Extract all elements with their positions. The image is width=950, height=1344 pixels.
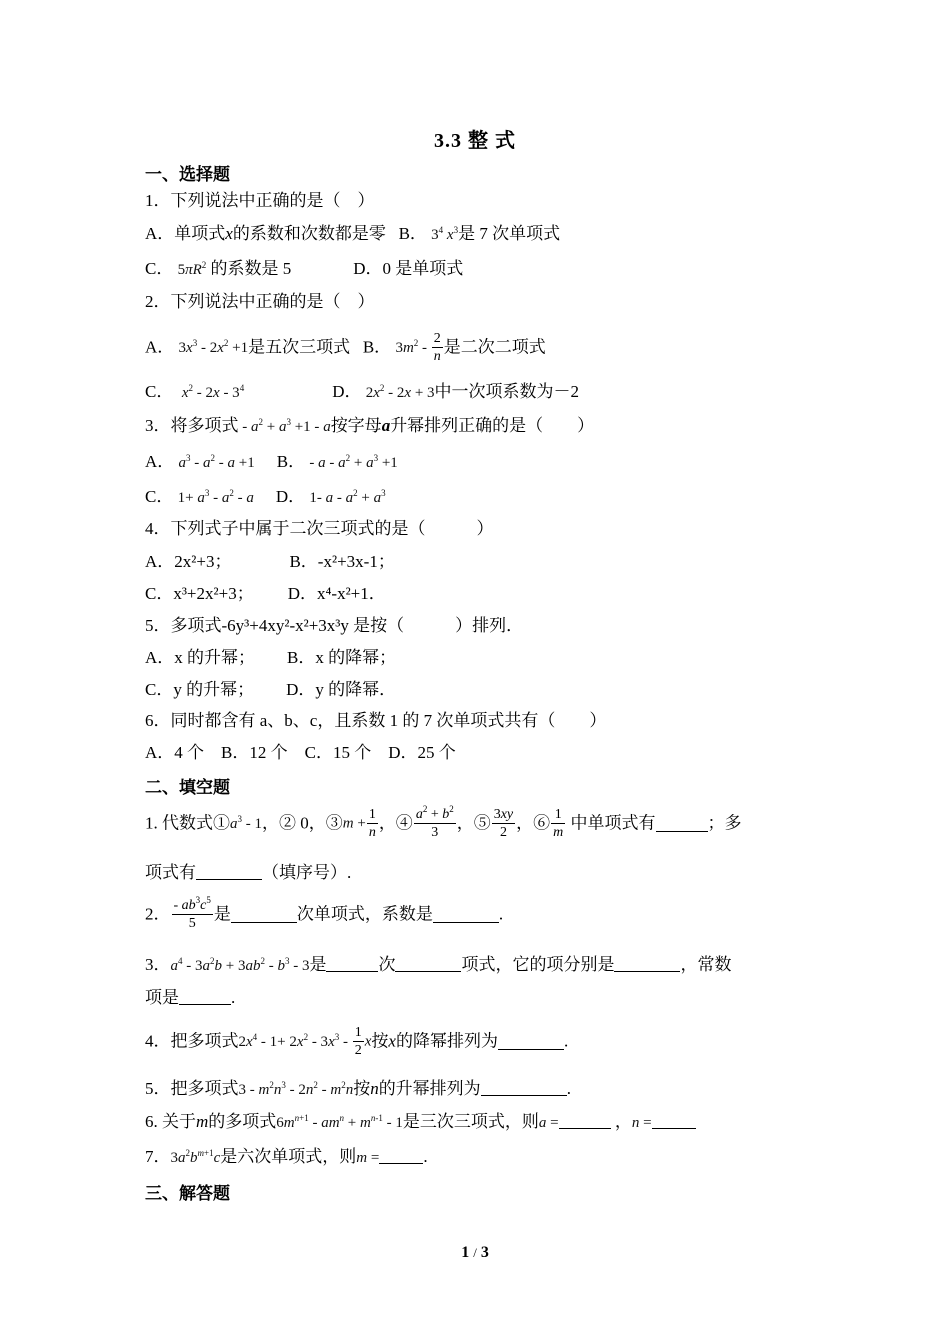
q5-options-cd: C．y 的升幂； D．y 的降幂． <box>145 680 397 699</box>
formula: $3m^2$ - <box>395 337 431 356</box>
formula: $2x^2 - 2x + 3$ <box>365 383 435 401</box>
formula: $x^2 - 2x - 3^4$ <box>181 383 245 401</box>
page-title: 3.3 整 式 <box>434 130 516 152</box>
answer-blank[interactable] <box>498 1033 564 1050</box>
fill-question-7: 7．$3a^2b^{m+1}c$是六次单项式，则m = . <box>145 1147 428 1166</box>
formula: $3x^3 - 2x^2 +1$ <box>178 337 249 356</box>
formula: 1- $a - a^2 + a^3$ <box>309 488 386 506</box>
answer-blank[interactable] <box>326 955 378 972</box>
answer-blank[interactable] <box>614 955 680 972</box>
fill-question-1: 1. 代数式$①a^3 - 1$，② 0，③m + $\frac{1}{n}$ ，④ $\frac{a^2 + b^2}{3}$ ，⑤ $\frac{3xy}{2}$ ，⑥ $\frac{1}{m}$ 中单项式有 ；多 <box>145 804 742 840</box>
answer-blank[interactable] <box>395 955 461 972</box>
formula: - $a - a^2 + a^3 +1$ <box>309 453 398 471</box>
formula: n = <box>631 1115 652 1131</box>
answer-blank[interactable] <box>652 1112 696 1129</box>
formula: m = <box>356 1150 380 1166</box>
formula: m + <box>342 815 366 832</box>
question-3: 3．将多项式 - $a^2 + a^3 +1 - a$按字母a升幂排列正确的是（ ） <box>145 416 595 435</box>
fraction: $\frac{1}{m}$ <box>553 807 564 840</box>
answer-blank[interactable] <box>559 1112 611 1129</box>
q4-options-ab: A．2x²+3； B．-x²+3x-1； <box>145 552 395 571</box>
fraction: $\frac{1}{2}$ <box>354 1025 362 1058</box>
formula: $5\pi R^2$ <box>177 260 207 278</box>
fill-question-6: 6. 关于m的多项式$6m^{n+1} - am^n + m^{n-1} - 1$是三次三项式，则a = ，n = <box>145 1111 696 1134</box>
question-5: 5．多项式-6y³+4xy²-x²+3x³y 是按（ ）排列． <box>145 616 524 635</box>
formula: $3 - m^2n^3 - 2n^2 - m^2n$ <box>238 1080 354 1098</box>
question-4: 4．下列式子中属于二次三项式的是（ ） <box>145 519 494 538</box>
formula: $a^3 - 1$ <box>230 813 262 832</box>
formula: $a^4 - 3a^2b + 3ab^2 - b^3 - 3$ <box>170 956 310 974</box>
formula: $6m^{n+1} - am^n + m^{n-1} - 1$ <box>276 1113 403 1131</box>
fill-question-2: 2． $\frac{- ab^3c^5}{5}$ 是 次单项式，系数是 . <box>145 895 504 931</box>
fill-question-4: 4．把多项式$2x^4 - 1+ 2x^2 - 3x^3$ - $\frac{1}{2}$ x按x的降幂排列为 . <box>145 1025 569 1058</box>
fill-question-3: 3．$a^4 - 3a^2b + 3ab^2 - b^3 - 3$是 次 项式，它的项分别是 ，常数 <box>145 955 732 974</box>
formula: $2x^4 - 1+ 2x^2 - 3x^3$ - <box>238 1031 352 1050</box>
fill-question-1-line2: 项式有 （填序号）. <box>145 863 352 882</box>
q3-options-cd: C． $1+ a^3 - a^2 - a$ D． 1- $a - a^2 + a^3$ <box>145 487 386 506</box>
fraction: $\frac{3xy}{2}$ <box>493 807 514 840</box>
answer-blank[interactable] <box>231 906 297 923</box>
formula: x <box>364 1033 372 1050</box>
q5-options-ab: A．x 的升幂； B．x 的降幂； <box>145 648 397 667</box>
answer-blank[interactable] <box>379 1147 423 1164</box>
answer-blank[interactable] <box>481 1079 567 1096</box>
fraction: $\frac{2}{n}$ <box>433 331 441 364</box>
question-2: 2．下列说法中正确的是（ ） <box>145 292 375 311</box>
q2-options-ab: A． $3x^3 - 2x^2 +1$是五次三项式 B． $3m^2$ - $\frac{2}{n}$ 是二次二项式 <box>145 331 546 364</box>
formula: a = <box>538 1115 559 1131</box>
answer-blank[interactable] <box>179 988 231 1005</box>
formula: $3^4$ $x^3$ <box>431 225 459 243</box>
fraction: $\frac{1}{n}$ <box>368 807 376 840</box>
q1-options-ab: A．单项式x的系数和次数都是零 B． $3^4$ $x^3$是 7 次单项式 <box>145 224 561 243</box>
fill-question-5: 5．把多项式$3 - m^2n^3 - 2n^2 - m^2n$按n的升幂排列为 . <box>145 1079 571 1098</box>
q1-options-cd: C． $5\pi R^2$ 的系数是 5 D．0 是单项式 <box>145 259 464 278</box>
q3-options-ab: A． $a^3 - a^2 - a +1$ B． - $a - a^2 + a^3 +1$ <box>145 452 398 471</box>
question-6: 6．同时都含有 a、b、c，且系数 1 的 7 次单项式共有（ ） <box>145 711 607 730</box>
formula: $3a^2b^{m+1}c$ <box>170 1148 221 1166</box>
fill-question-3-line2: 项是 . <box>145 988 236 1007</box>
section-heading-choice: 一、选择题 <box>145 165 230 184</box>
formula: $1+ a^3 - a^2 - a$ <box>177 488 254 506</box>
q6-options: A．4 个 B．12 个 C．15 个 D．25 个 <box>145 743 456 762</box>
formula: - $a^2 + a^3 +1 - a$ <box>238 417 331 435</box>
section-heading-fill: 二、填空题 <box>145 778 230 797</box>
section-heading-answer: 三、解答题 <box>145 1184 230 1203</box>
fraction: $\frac{a^2 + b^2}{3}$ <box>415 804 454 840</box>
page-number: 1 / 3 <box>461 1244 489 1261</box>
answer-blank[interactable] <box>656 815 708 832</box>
question-1: 1．下列说法中正确的是（ ） <box>145 191 375 210</box>
q4-options-cd: C．x³+2x²+3； D．x⁴-x²+1． <box>145 584 386 603</box>
answer-blank[interactable] <box>433 906 499 923</box>
formula: $a^3 - a^2 - a +1$ <box>178 453 255 471</box>
fraction: $\frac{- ab^3c^5}{5}$ <box>173 895 211 931</box>
answer-blank[interactable] <box>196 863 262 880</box>
q2-options-cd: C． $x^2 - 2x - 3^4$ D． $2x^2 - 2x + 3$中一次项系数为－2 <box>145 382 580 401</box>
